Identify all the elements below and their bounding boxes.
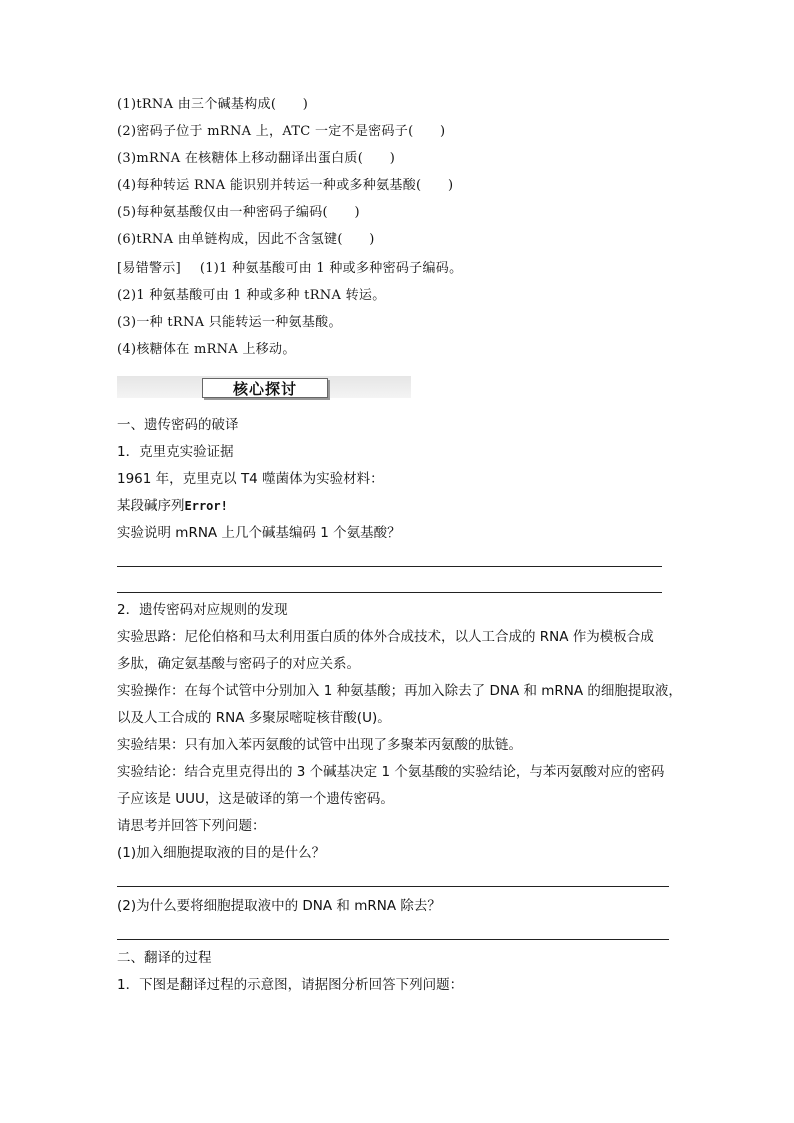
experiment-idea-line-1: 实验思路：尼伦伯格和马太利用蛋白质的体外合成技术，以人工合成的 RNA 作为模板合成 [117,629,654,645]
judge-item-4: (4)每种转运 RNA 能识别并转运一种或多种氨基酸( ) [117,178,454,193]
think-prompt: 请思考并回答下列问题： [117,818,266,834]
section2-item-1: 1．下图是翻译过程的示意图，请据图分析回答下列问题： [117,977,464,993]
warning-item-4: (4)核糖体在 mRNA 上移动。 [117,342,296,357]
judge-item-5: (5)每种氨基酸仅由一种密码子编码( ) [117,205,360,220]
warning-first-line [117,262,462,275]
answer-line-q2[interactable] [117,939,669,940]
experiment-operation-line-2: 以及人工合成的 RNA 多聚尿嘧啶核苷酸(U)。 [117,710,391,726]
crick-question: 实验说明 mRNA 上几个碱基编码 1 个氨基酸？ [117,525,401,541]
answer-line-q1[interactable] [117,886,669,887]
subsection-2-title: 2．遗传密码对应规则的发现 [117,602,288,618]
warning-item-3: (3)一种 tRNA 只能转运一种氨基酸。 [117,315,342,330]
question-1: (1)加入细胞提取液的目的是什么？ [117,845,326,861]
experiment-idea-line-2: 多肽，确定氨基酸与密码子的对应关系。 [117,656,360,672]
subsection-1-title: 1．克里克实验证据 [117,444,234,460]
judge-item-2: (2)密码子位于 mRNA 上，ATC 一定不是密码子( ) [117,124,446,139]
warning-item-2: (2)1 种氨基酸可由 1 种或多种 tRNA 转运。 [117,288,386,303]
warning-item-1: (1)1 种氨基酸可由 1 种或多种密码子编码。 [199,261,463,276]
answer-line-2[interactable] [117,592,662,593]
section-banner-title: 核心探讨 [202,378,328,398]
answer-line-1[interactable] [117,566,662,567]
section1-heading: 一、遗传密码的破译 [117,417,239,433]
base-sequence-prefix: 某段碱序列 [117,498,185,514]
base-sequence-line [117,500,228,514]
experiment-conclusion-line-2: 子应该是 UUU，这是破译的第一个遗传密码。 [117,791,394,807]
experiment-conclusion-line-1: 实验结论：结合克里克得出的 3 个碱基决定 1 个氨基酸的实验结论，与苯丙氨酸对应的密码 [117,764,665,780]
error-field-text: Error! [184,499,228,513]
experiment-operation-line-1: 实验操作：在每个试管中分别加入 1 种氨基酸；再加入除去了 DNA 和 mRNA 的细胞提取液， [117,683,682,699]
section2-heading: 二、翻译的过程 [117,950,212,966]
question-2: (2)为什么要将细胞提取液中的 DNA 和 mRNA 除去？ [117,898,441,914]
judge-item-3: (3)mRNA 在核糖体上移动翻译出蛋白质( ) [117,151,396,166]
judge-item-1: (1)tRNA 由三个碱基构成( ) [117,97,309,112]
crick-material-line: 1961 年，克里克以 T4 噬菌体为实验材料： [117,471,384,487]
judge-item-6: (6)tRNA 由单链构成，因此不含氢键( ) [117,232,375,247]
experiment-result-line: 实验结果：只有加入苯丙氨酸的试管中出现了多聚苯丙氨酸的肽链。 [117,737,522,753]
warning-label: [易错警示] [117,261,181,276]
